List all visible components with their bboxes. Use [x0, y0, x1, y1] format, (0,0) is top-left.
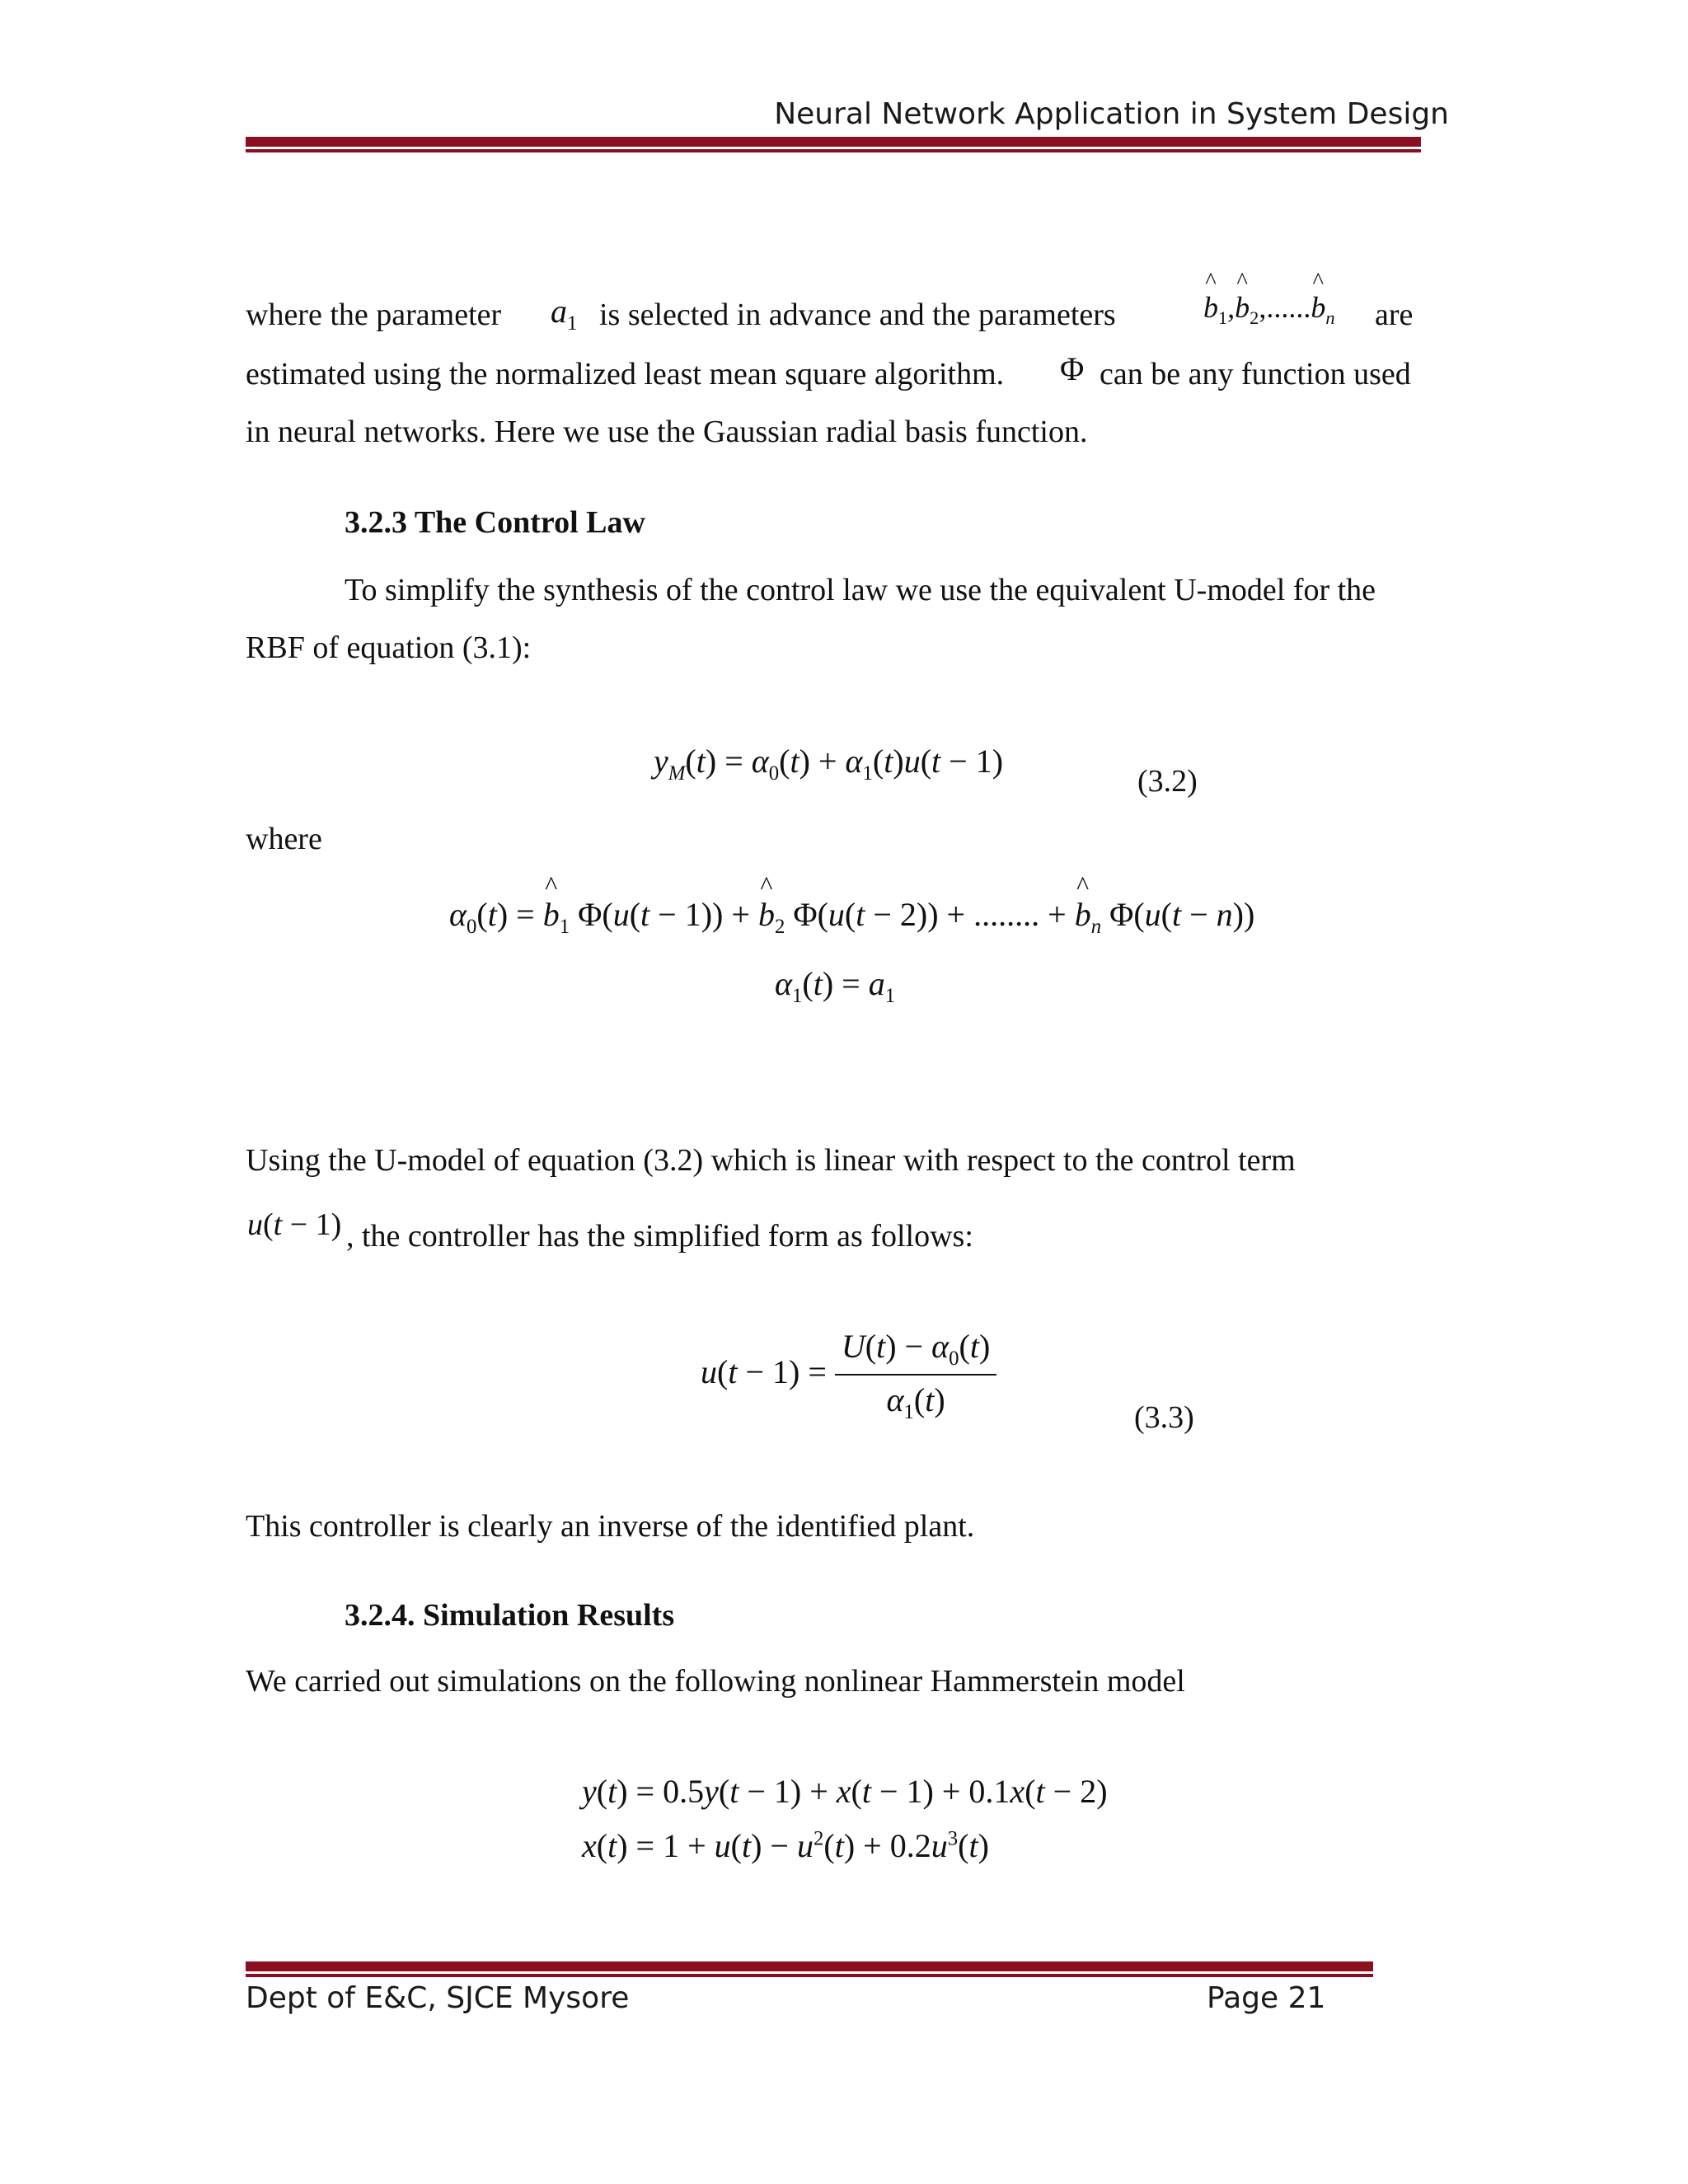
equation-3-3: u(t − 1) = $\frac{U(t) - \alpha_0(t)}{\alpha_1(t)}$: [701, 1327, 996, 1424]
param-a1: $a_1$: [551, 293, 578, 335]
intro-line-1-end: are: [1375, 298, 1414, 332]
equation-alpha-0: $\alpha_0(t)$ = ^ $b_1$ Φ(u(t − 1)) + ^ $b_2$ Φ(u(t − 2)) + ........ + ^ $b_n$ Φ(u(t − n)): [449, 895, 1254, 939]
control-term-u: u(t − 1): [247, 1207, 342, 1242]
running-header: Neural Network Application in System Design: [774, 97, 1449, 131]
equation-3-2: $y_M(t) = \alpha_0(t) + \alpha_1(t)u(t - 1)$: [654, 743, 1004, 785]
control-para-line-1: Using the U-model of equation (3.2) which is linear with respect to the control term: [246, 1143, 1296, 1178]
section-heading-3-2-4: 3.2.4. Simulation Results: [345, 1598, 675, 1633]
equation-hammerstein-x: $x(t) = 1 + u(t) - u^2(t) + 0.2u^3(t)$: [582, 1827, 989, 1864]
param-b-hats: ^ $b_1,\^{}$ $b_2,......\^{}$ $b_n$: [1203, 290, 1334, 329]
intro-line-2-end: can be any function used: [1100, 357, 1411, 391]
intro-line-1-mid: is selected in advance and the parameters: [599, 298, 1116, 332]
equation-number-3-3: (3.3): [1134, 1400, 1194, 1435]
intro-line-3: in neural networks. Here we use the Gaussian radial basis function.: [246, 415, 1088, 449]
footer-rule-thick: [246, 1961, 1373, 1971]
controller-conclusion: This controller is clearly an inverse of the identified plant.: [246, 1509, 975, 1544]
simulation-intro: We carried out simulations on the following nonlinear Hammerstein model: [246, 1664, 1185, 1699]
equation-hammerstein-y: y(t) = 0.5y(t − 1) + x(t − 1) + 0.1x(t − 2): [582, 1773, 1108, 1810]
equation-alpha-1: $\alpha_1(t) = a_1$: [775, 965, 896, 1007]
footer-dept: Dept of E&C, SJCE Mysore: [246, 1981, 630, 2015]
intro-line-2: estimated using the normalized least mean square algorithm.: [246, 357, 1005, 391]
header-rule-thin: [246, 149, 1421, 152]
equation-number-3-2: (3.2): [1137, 764, 1198, 799]
where-label: where: [246, 822, 322, 856]
control-para-line-2: , the controller has the simplified form as follows:: [346, 1219, 973, 1254]
footer-page-number: Page 21: [1207, 1981, 1326, 2015]
footer-rule-thin: [246, 1974, 1373, 1977]
control-law-para-line-2: RBF of equation (3.1):: [246, 630, 532, 665]
intro-line-1: where the parameter: [246, 298, 502, 332]
control-law-para-line-1: To simplify the synthesis of the control law we use the equivalent U-model for the: [345, 573, 1376, 607]
section-heading-3-2-3: 3.2.3 The Control Law: [345, 505, 645, 540]
header-rule-thick: [246, 137, 1421, 147]
phi-symbol: Φ: [1060, 350, 1085, 387]
